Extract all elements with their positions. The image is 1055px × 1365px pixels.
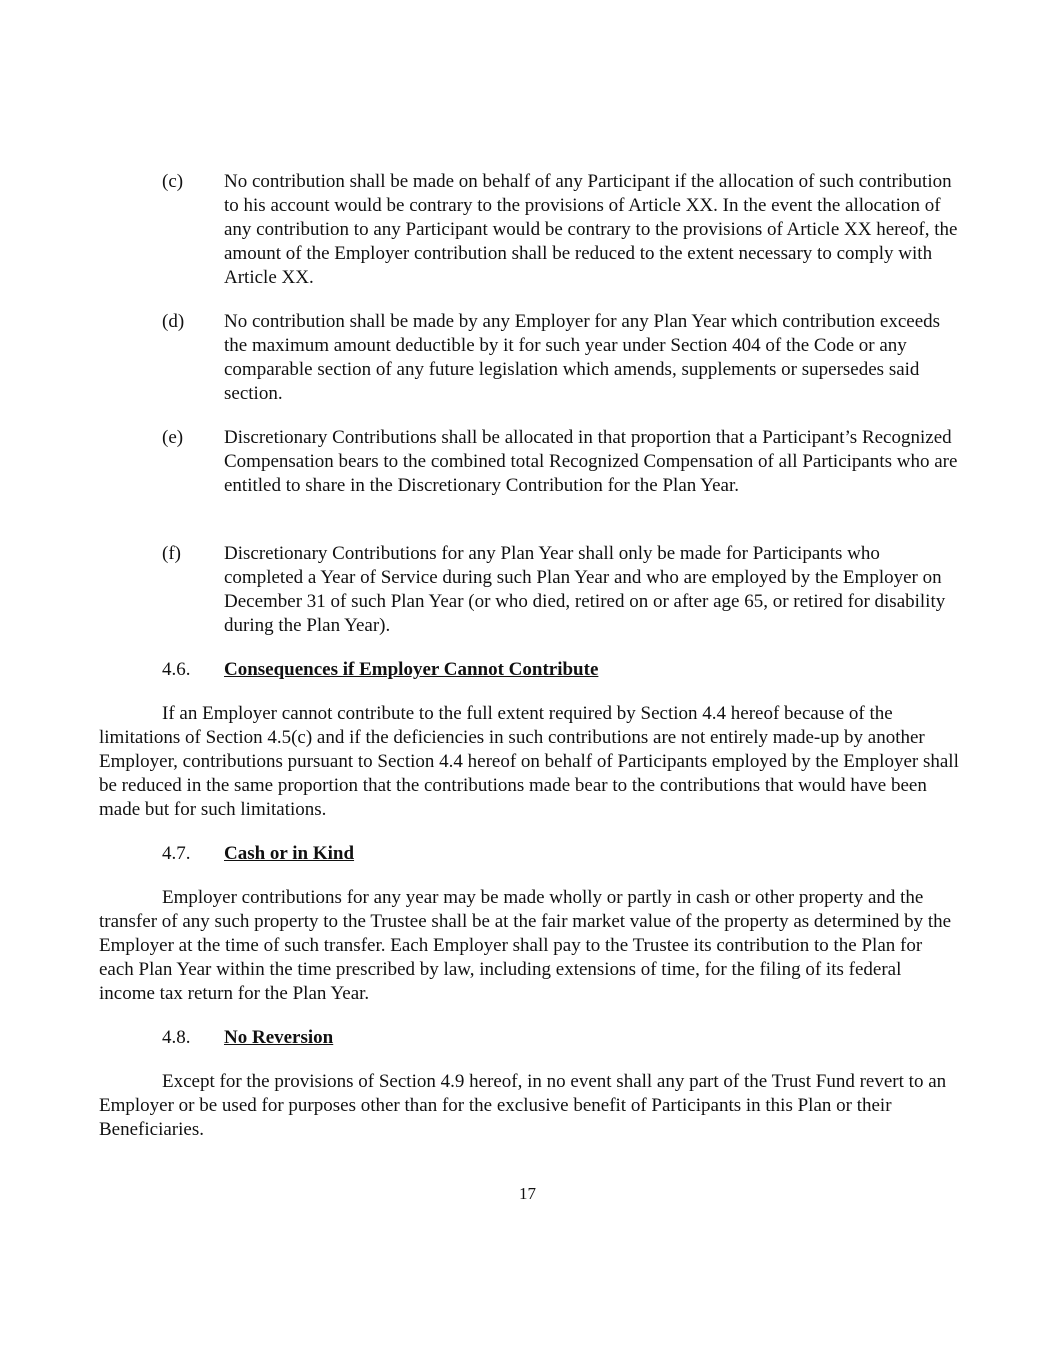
subsection-text: Discretionary Contributions for any Plan Year shall only be made for Participants who completed a Year of Service during such Plan Year and who are employed by the Employer on December 31 of such Plan Year (or who died, retired on or after age 65, or retired for disability during the Plan Year). (224, 543, 946, 636)
section-title: Consequences if Employer Cannot Contribute (224, 659, 599, 680)
page-number: 17 (519, 1184, 536, 1203)
subsection-f (162, 542, 962, 638)
subsection-text: No contribution shall be made by any Employer for any Plan Year which contribution exceeds the maximum amount deductible by it for such year under Section 404 of the Code or any comparable section of any future legislation which amends, supplements or supersedes said section. (224, 311, 941, 404)
section-number: 4.8. (162, 1027, 191, 1048)
section-heading-4-6 (162, 658, 962, 682)
section-title: No Reversion (224, 1027, 334, 1048)
section-heading-4-8 (162, 1026, 962, 1050)
section-title: Cash or in Kind (224, 843, 355, 864)
section-body-4-7: Employer contributions for any year may be made wholly or partly in cash or other property and the transfer of any such property to the Trustee shall be at the fair market value of the property as determined by the Employer at the time of such transfer. Each Employer shall pay to the Trustee its contribution to the Plan for each Plan Year within the time prescribed by law, including extensions of time, for the filing of its federal income tax return for the Plan Year. (99, 887, 952, 1004)
subsection-label: (d) (162, 311, 185, 332)
section-heading-4-7 (162, 842, 962, 866)
subsection-label: (c) (162, 171, 184, 192)
subsection-e (162, 426, 962, 498)
subsection-d (162, 310, 962, 406)
subsection-label: (e) (162, 427, 184, 448)
section-body-4-6: If an Employer cannot contribute to the full extent required by Section 4.4 hereof because of the limitations of Section 4.5(c) and if the deficiencies in such contributions are not entirely made-up by another Employer, contributions pursuant to Section 4.4 hereof on behalf of Participants employed by the Employer shall be reduced in the same proportion that the contributions made bear to the contributions that would have been made but for such limitations. (99, 703, 959, 820)
subsection-c (162, 170, 962, 290)
subsection-text: No contribution shall be made on behalf of any Participant if the allocation of such contribution to his account would be contrary to the provisions of Article XX. In the event the allocation of any contribution to any Participant would be contrary to the provisions of Article XX hereof, the amount of the Employer contribution shall be reduced to the extent necessary to comply with Article XX. (224, 171, 958, 288)
section-body-4-8: Except for the provisions of Section 4.9 hereof, in no event shall any part of the Trust Fund revert to an Employer or be used for purposes other than for the exclusive benefit of Participants in this Plan or their Beneficiaries. (99, 1071, 947, 1140)
subsection-text: Discretionary Contributions shall be allocated in that proportion that a Participant’s Recognized Compensation bears to the combined total Recognized Compensation of all Participants who are entitled to share in the Discretionary Contribution for the Plan Year. (224, 427, 958, 496)
subsection-label: (f) (162, 543, 181, 564)
section-number: 4.6. (162, 659, 191, 680)
section-number: 4.7. (162, 843, 191, 864)
